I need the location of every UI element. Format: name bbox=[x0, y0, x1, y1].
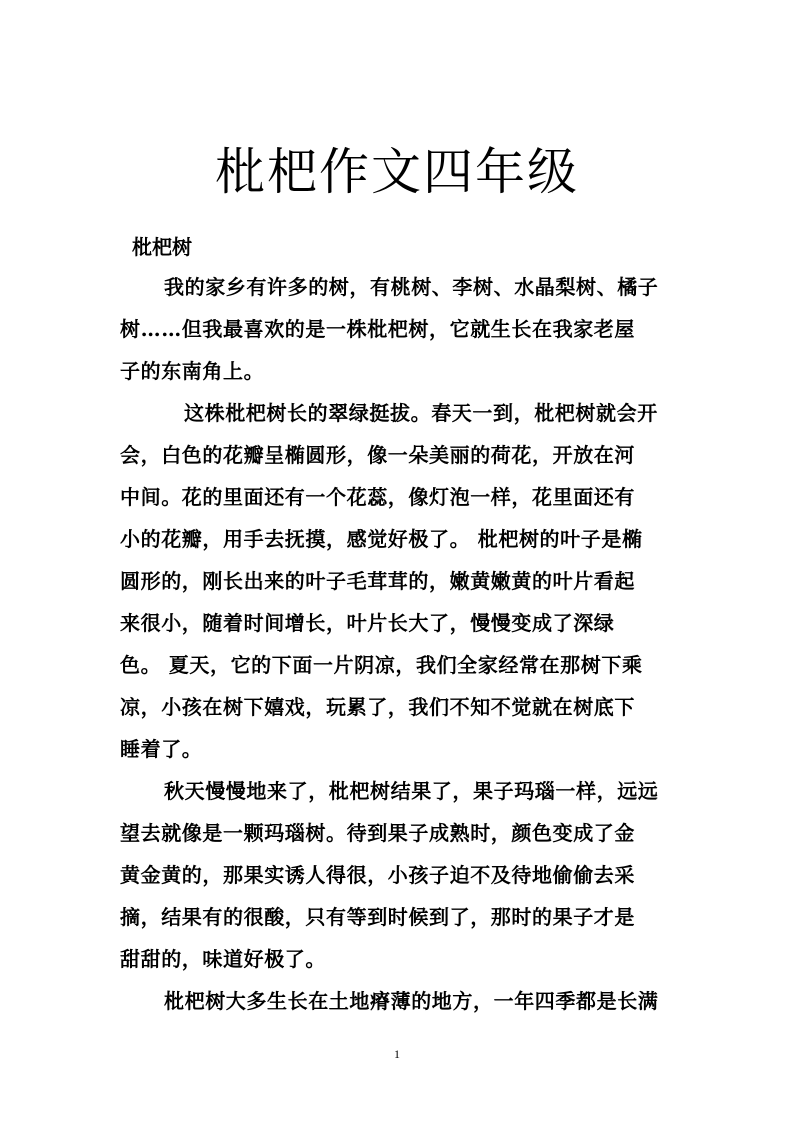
body-line: 睡着了。 bbox=[120, 737, 203, 761]
body-line: 我的家乡有许多的树，有桃树、李树、水晶梨树、橘子 bbox=[164, 275, 659, 299]
page-title: 枇杷作文四年级 bbox=[215, 143, 579, 201]
body-line: 子的东南角上。 bbox=[120, 359, 265, 383]
body-line: 来很小，随着时间增长，叶片长大了，慢慢变成了深绿 bbox=[120, 611, 615, 635]
body-line: 甜甜的，味道好极了。 bbox=[120, 947, 326, 971]
body-line: 摘，结果有的很酸，只有等到时候到了，那时的果子才是 bbox=[120, 905, 635, 929]
body-line: 小的花瓣，用手去抚摸，感觉好极了。 枇杷树的叶子是椭 bbox=[120, 527, 643, 551]
body-line: 会，白色的花瓣呈椭圆形，像一朵美丽的荷花，开放在河 bbox=[120, 443, 635, 467]
body-line: 黄金黄的，那果实诱人得很，小孩子迫不及待地偷偷去采 bbox=[120, 863, 635, 887]
body-line: 望去就像是一颗玛瑙树。待到果子成熟时，颜色变成了金 bbox=[120, 821, 635, 845]
section-subtitle: 枇杷树 bbox=[132, 235, 192, 259]
body-line: 树……但我最喜欢的是一株枇杷树，它就生长在我家老屋 bbox=[120, 317, 635, 341]
page-number: 1 bbox=[394, 1047, 400, 1061]
body-line: 枇杷树大多生长在土地瘠薄的地方，一年四季都是长满 bbox=[164, 989, 659, 1013]
body-line: 色。 夏天，它的下面一片阴凉，我们全家经常在那树下乘 bbox=[120, 653, 643, 677]
body-line: 凉，小孩在树下嬉戏，玩累了，我们不知不觉就在树底下 bbox=[120, 695, 635, 719]
body-line: 这株枇杷树长的翠绿挺拔。春天一到，枇杷树就会开 bbox=[184, 401, 658, 425]
body-line: 秋天慢慢地来了，枇杷树结果了，果子玛瑙一样，远远 bbox=[164, 779, 659, 803]
body-line: 圆形的，刚长出来的叶子毛茸茸的，嫩黄嫩黄的叶片看起 bbox=[120, 569, 635, 593]
body-line: 中间。花的里面还有一个花蕊，像灯泡一样，花里面还有 bbox=[120, 485, 635, 509]
